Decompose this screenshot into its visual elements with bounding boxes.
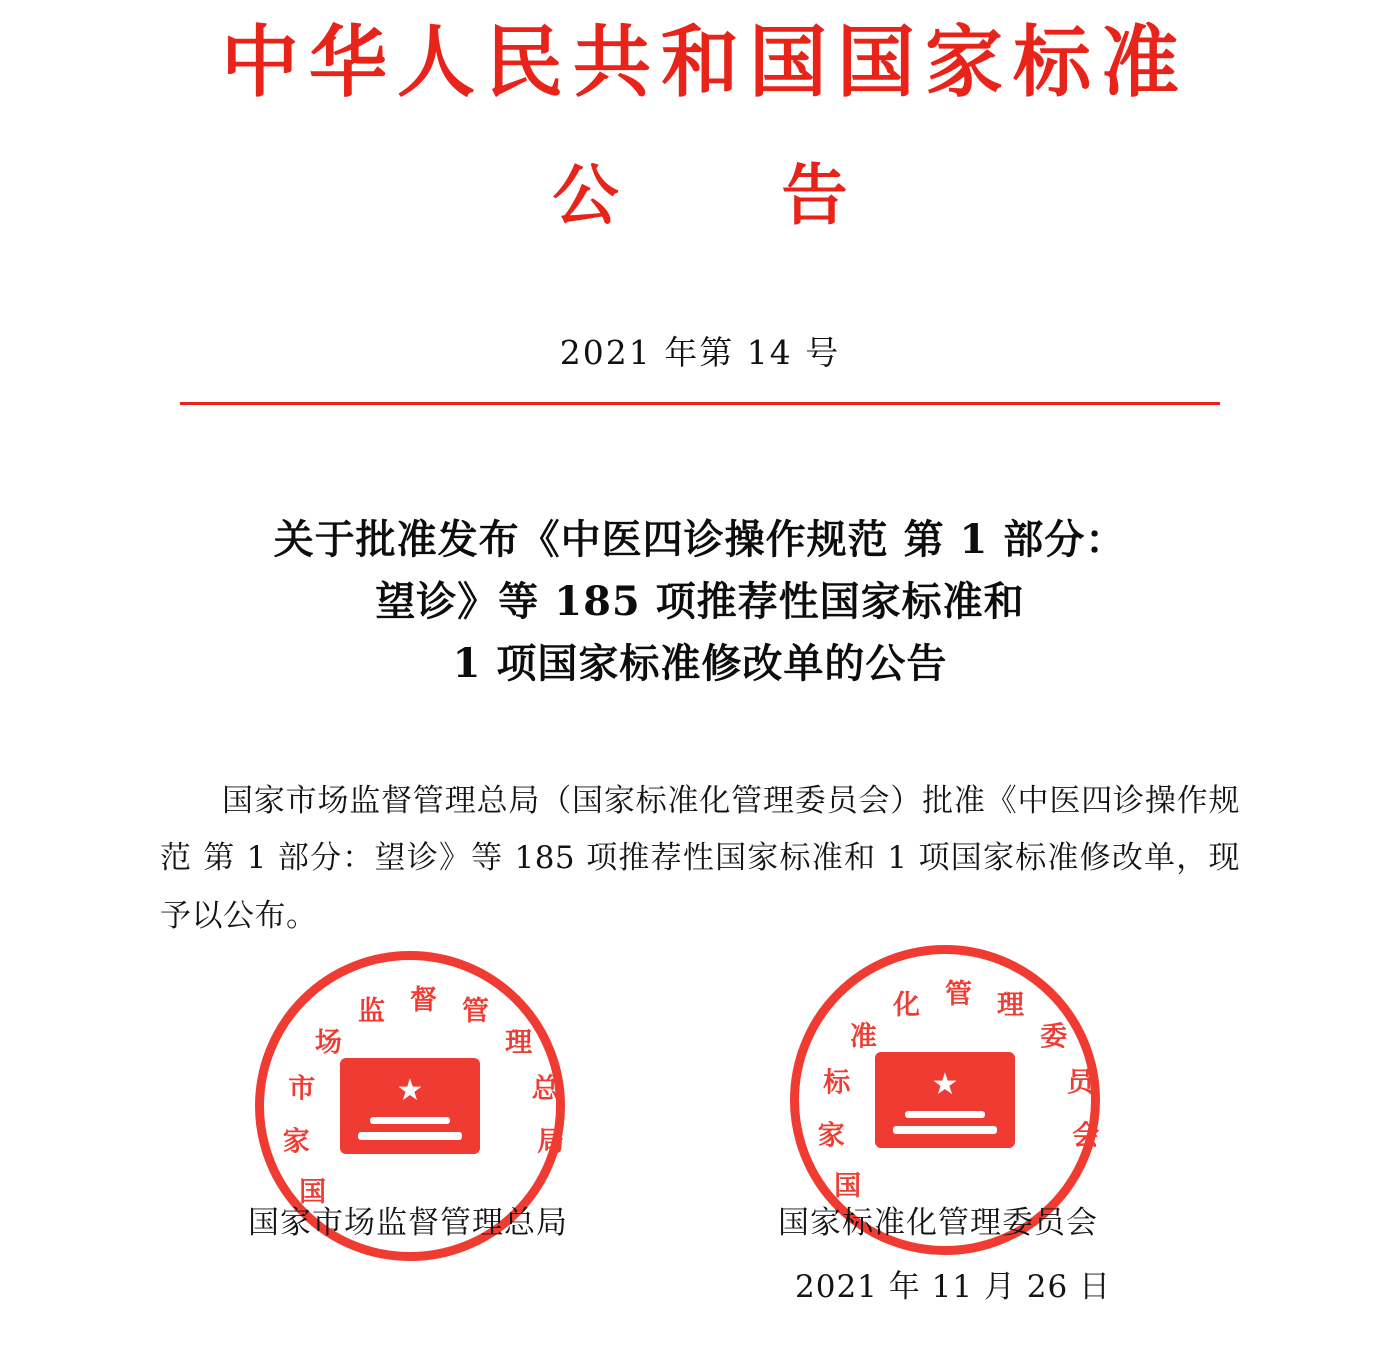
document-body — [160, 773, 1240, 945]
seal-star-icon: ★ — [931, 1066, 959, 1102]
page-title — [0, 509, 1400, 695]
seal-emblem-bar-lower — [893, 1126, 997, 1134]
body-paragraph: 国家市场监督管理总局（国家标准化管理委员会）批准《中医四诊操作规范 第 1 部分：望诊》等 185 项推荐性国家标准和 1 项国家标准修改单，现予以公布。 — [160, 782, 1240, 934]
seal-emblem-bar-upper — [370, 1117, 450, 1124]
document-header — [0, 0, 1400, 235]
seal-emblem-left — [340, 1058, 480, 1154]
seal-ring-text-right: 国 家 标 准 化 管 理 委 员 会 — [817, 978, 1100, 1202]
seal-emblem-bar-upper — [905, 1111, 985, 1118]
red-divider-rule — [180, 402, 1220, 405]
issue-number: 2021 年第 14 号 — [559, 332, 841, 372]
national-standard-title: 中华人民共和国国家标准 — [220, 17, 1189, 108]
page-title-line-3: 1 项国家标准修改单的公告 — [452, 639, 948, 687]
seal-emblem-bar-lower — [358, 1132, 462, 1140]
seal-emblem-right — [875, 1052, 1015, 1148]
signature-org-right: 国家标准化管理委员会 — [778, 1204, 1098, 1241]
announcement-word: 公 告 — [552, 155, 918, 234]
page-title-line-2: 望诊》等 185 项推荐性国家标准和 — [375, 577, 1025, 625]
page-title-line-1: 关于批准发布《中医四诊操作规范 第 1 部分： — [273, 515, 1127, 563]
seal-ring-text-left: 国 家 市 场 监 督 管 理 总 局 — [282, 984, 565, 1208]
signature-org-left: 国家市场监督管理总局 — [248, 1204, 568, 1241]
seal-star-icon: ★ — [396, 1072, 424, 1108]
signature-date: 2021 年 11 月 26 日 — [795, 1268, 1112, 1305]
signature-area — [0, 951, 1400, 1305]
